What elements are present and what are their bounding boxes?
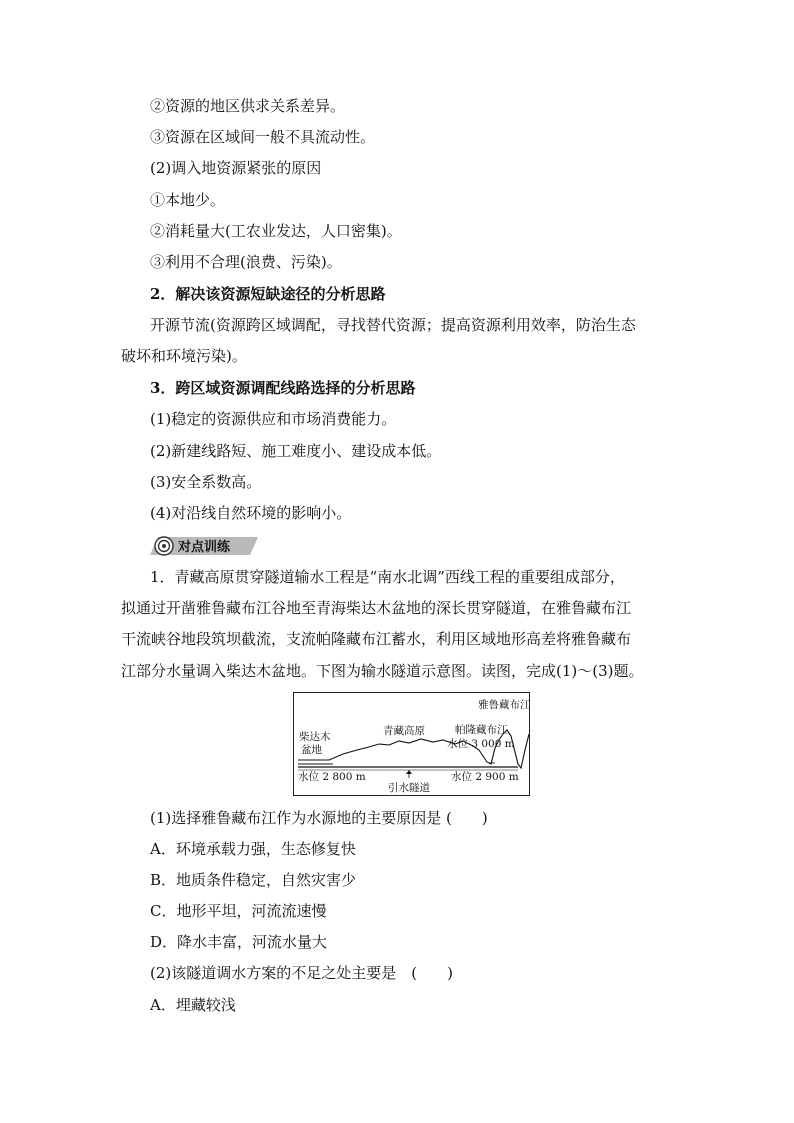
section-heading: 2．解决该资源短缺途径的分析思路 <box>150 285 386 303</box>
option-a: A．埋藏较浅 <box>150 996 236 1014</box>
question-1: (1)选择雅鲁藏布江作为水源地的主要原因是 ( ) <box>150 809 488 827</box>
text-line: 1．青藏高原贯穿隧道输水工程是“南水北调”西线工程的重要组成部分， <box>150 568 625 586</box>
text-line: (4)对沿线自然环境的影响小。 <box>150 504 352 522</box>
text-line: ③资源在区域间一般不具流动性。 <box>150 128 376 146</box>
banner-label: 对点训练 <box>178 540 231 555</box>
label-yarlung: 雅鲁藏布江 <box>478 699 530 711</box>
section-banner <box>150 535 258 557</box>
text-line: ①本地少。 <box>150 191 226 209</box>
label-level-2900: 水位 2 900 m <box>451 771 519 783</box>
text-line: 江部分水量调入柴达木盆地。下图为输水隧道示意图。读图，完成(1)～(3)题。 <box>121 662 644 680</box>
text-line: (2)新建线路短、施工难度小、建设成本低。 <box>150 442 442 460</box>
question-2: (2)该隧道调水方案的不足之处主要是 ( ) <box>150 964 453 982</box>
text-line: (1)稳定的资源供应和市场消费能力。 <box>150 410 397 428</box>
label-qaidam-1: 柴达木 <box>299 731 331 743</box>
label-parlung: 帕隆藏布江 <box>455 724 508 736</box>
text-line: 干流峡谷地段筑坝截流，支流帕隆藏布江蓄水，利用区域地形高差将雅鲁藏布 <box>121 630 632 648</box>
option-b: B．地质条件稳定，自然灾害少 <box>150 871 357 889</box>
label-plateau: 青藏高原 <box>383 725 425 737</box>
label-level-2800: 水位 2 800 m <box>298 771 366 783</box>
label-level-3000: 水位 3 000 m <box>447 738 515 750</box>
text-line: ②消耗量大(工农业发达，人口密集)。 <box>150 222 402 240</box>
option-a: A．环境承载力强，生态修复快 <box>150 840 356 858</box>
label-tunnel: 引水隧道 <box>388 782 430 794</box>
label-qaidam-2: 盆地 <box>301 744 322 756</box>
tunnel-diagram <box>293 692 530 796</box>
option-c: C．地形平坦，河流流速慢 <box>150 902 327 920</box>
text-line: 开源节流(资源跨区域调配，寻找替代资源；提高资源利用效率，防治生态 <box>150 316 636 334</box>
text-line: (2)调入地资源紧张的原因 <box>150 159 322 177</box>
text-line: 破坏和环境污染)。 <box>121 347 247 365</box>
text-line: 拟通过开凿雅鲁藏布江谷地至青海柴达木盆地的深长贯穿隧道，在雅鲁藏布江 <box>121 599 632 617</box>
option-d: D．降水丰富，河流水量大 <box>150 933 328 951</box>
text-line: (3)安全系数高。 <box>150 473 262 491</box>
section-heading: 3．跨区域资源调配线路选择的分析思路 <box>150 379 416 397</box>
text-line: ②资源的地区供求关系差异。 <box>150 97 346 115</box>
text-line: ③利用不合理(浪费、污染)。 <box>150 253 342 271</box>
